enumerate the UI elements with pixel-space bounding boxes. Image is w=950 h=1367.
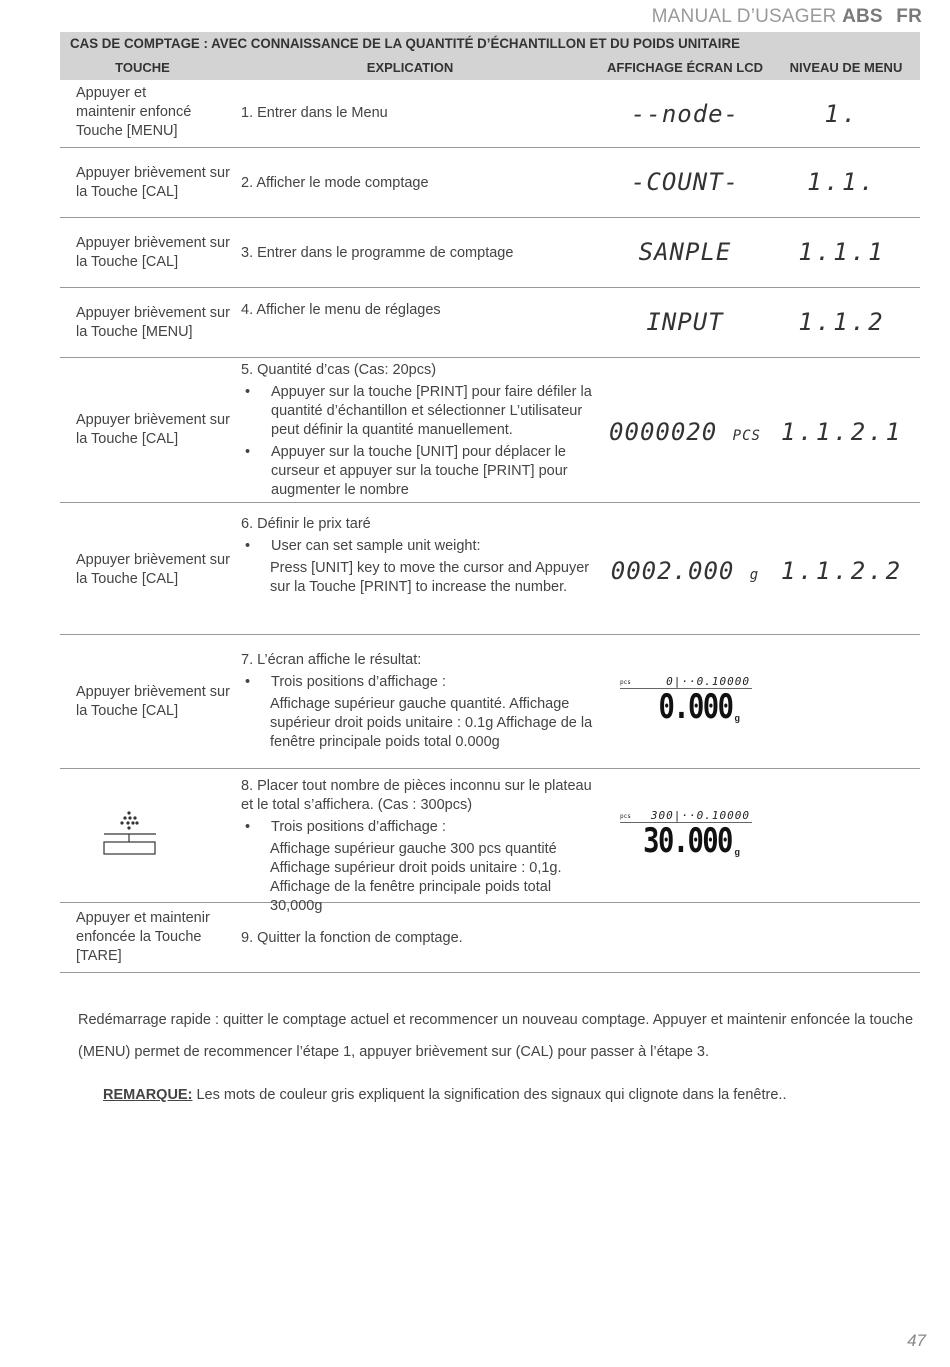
lcd-display: SANPLE [638, 238, 732, 266]
table-row [60, 635, 920, 769]
menu-level: 1.1.2.1 [780, 418, 904, 446]
page-number: 47 [907, 1331, 926, 1350]
menu-level: 1.1. [807, 168, 877, 196]
table-row [60, 80, 920, 148]
bullet-item: • User can set sample unit weight: [241, 537, 596, 556]
unit-indicator: g [734, 713, 740, 723]
main-readout: 0.000 [658, 687, 732, 727]
explication-cell: 2. Afficher le mode comptage [241, 175, 429, 191]
column-header-niveau: NIVEAU DE MENU [789, 60, 903, 75]
touche-cell [76, 809, 236, 863]
counting-table [60, 32, 920, 973]
bullet-item: • Trois positions d’affichage : [241, 673, 596, 692]
bullet-continuation: Affichage supérieur gauche quantité. Affichage supérieur droit poids unitaire : 0.1g Affichage de la fenêtre principale poids total 0.000g [270, 696, 593, 750]
tare-scale-icon [76, 809, 156, 857]
explication-cell: 4. Afficher le menu de réglages [241, 302, 441, 318]
explication-cell: 1. Entrer dans le Menu [241, 105, 388, 121]
lcd-display: 0000020 PCS [609, 418, 761, 446]
table-row [60, 218, 920, 288]
table-header [60, 32, 920, 80]
lcd-result-display [620, 809, 752, 869]
lcd-display: 0002.000 g [610, 557, 760, 585]
touche-cell: Appuyer brièvement sur la Touche [CAL] [76, 412, 230, 447]
brand-name: ABS [842, 6, 883, 27]
running-header [652, 6, 922, 28]
pcs-indicator: pcs [620, 813, 631, 820]
menu-level: 1.1.2.2 [780, 557, 904, 585]
table-row [60, 503, 920, 635]
upper-readout: 300|··0.10000 [650, 809, 750, 822]
bullet-item: • Appuyer sur la touche [PRINT] pour faire défiler la quantité d’échantillon et sélectionner L’utilisateur peut définir la quantité manuellement. [241, 383, 596, 440]
touche-cell: Appuyer brièvement sur la Touche [CAL] [76, 684, 230, 719]
remark-label: REMARQUE: [103, 1087, 193, 1103]
explication-cell: 8. Placer tout nombre de pièces inconnu sur le plateau et le total s’affichera. (Cas : 300pcs) • Trois positions d’affichage : Affichage supérieur gauche 300 pcs quantité Affichage supérieur droit poids unitaire : 0,1g. Affichage de la fenêtre principale poids total 30,000g [241, 777, 596, 916]
menu-level: 1.1.2 [798, 308, 886, 336]
touche-cell: Appuyer brièvement sur la Touche [CAL] [76, 165, 230, 200]
explication-cell: 3. Entrer dans le programme de comptage [241, 245, 514, 261]
upper-readout: 0|··0.10000 [666, 675, 750, 688]
explication-cell: 7. L’écran affiche le résultat: • Trois positions d’affichage : Affichage supérieur gauche quantité. Affichage supérieur droit poids unitaire : 0.1g Affichage de la fenêtre principale poids total 0.000g [241, 651, 596, 752]
explication-cell: 5. Quantité d’cas (Cas: 20pcs) • Appuyer sur la touche [PRINT] pour faire défiler la quantité d’échantillon et sélectionner L’utilisateur peut définir la quantité manuellement. • Appuyer sur la touche [UNIT] pour déplacer le curseur et appuyer sur la touche [PRINT] pour augmenter le nombre [241, 361, 596, 500]
touche-cell: Appuyer brièvement sur la Touche [CAL] [76, 235, 230, 270]
touche-cell: Appuyer brièvement sur la Touche [CAL] [76, 552, 230, 587]
lcd-display: INPUT [646, 308, 724, 336]
table-row [60, 148, 920, 218]
table-row [60, 903, 920, 973]
table-title: CAS DE COMPTAGE : AVEC CONNAISSANCE DE LA QUANTITÉ D’ÉCHANTILLON ET DU POIDS UNITAIRE [70, 35, 740, 51]
manual-title: MANUAL D’USAGER [651, 6, 837, 27]
pcs-indicator: pcs [620, 679, 631, 686]
quick-restart-note: Redémarrage rapide : quitter le comptage actuel et recommencer un nouveau comptage. Appuyer et maintenir enfoncée la touche (MENU) permet de recommencer l’étape 1, appuyer brièvement sur (CAL) pour passer à l’étape 3. [78, 1012, 914, 1060]
lcd-display: -COUNT- [630, 168, 740, 196]
main-readout: 30.000 [643, 821, 732, 861]
lcd-result-display [620, 675, 752, 735]
column-header-touche: TOUCHE [115, 60, 170, 75]
language-code: FR [896, 6, 922, 27]
bullet-continuation: Affichage supérieur gauche 300 pcs quantité Affichage supérieur droit poids unitaire : 0,1g. Affichage de la fenêtre principale poids total 30,000g [270, 841, 562, 914]
bullet-continuation: Press [UNIT] key to move the cursor and Appuyer sur la Touche [PRINT] to increase the number. [270, 560, 590, 595]
bullet-item: • Trois positions d’affichage : [241, 818, 596, 837]
table-row [60, 769, 920, 914]
table-row [60, 288, 920, 358]
bullet-item: • Appuyer sur la touche [UNIT] pour déplacer le curseur et appuyer sur la touche [PRINT] pour augmenter le nombre [241, 443, 596, 500]
explication-cell: 9. Quitter la fonction de comptage. [241, 930, 463, 946]
unit-indicator: g [734, 847, 740, 857]
table-row [60, 358, 920, 503]
column-header-lcd: AFFICHAGE ÉCRAN LCD [607, 60, 763, 75]
menu-level: 1. [824, 100, 860, 128]
column-header-explication: EXPLICATION [366, 60, 454, 75]
touche-cell: Appuyer brièvement sur la Touche [MENU] [76, 305, 230, 340]
menu-level: 1.1.1 [798, 238, 886, 266]
lcd-display: --node- [630, 100, 740, 128]
touche-cell: Appuyer et maintenir enfoncée la Touche [TARE] [76, 910, 210, 964]
remark-text: Les mots de couleur gris expliquent la signification des signaux qui clignote dans la fenêtre.. [196, 1087, 787, 1103]
explication-cell: 6. Définir le prix taré • User can set sample unit weight: Press [UNIT] key to move the cursor and Appuyer sur la Touche [PRINT] to increase the number. [241, 515, 596, 597]
touche-cell: Appuyer et maintenir enfoncé Touche [MENU] [76, 85, 192, 139]
remark [103, 1087, 786, 1103]
